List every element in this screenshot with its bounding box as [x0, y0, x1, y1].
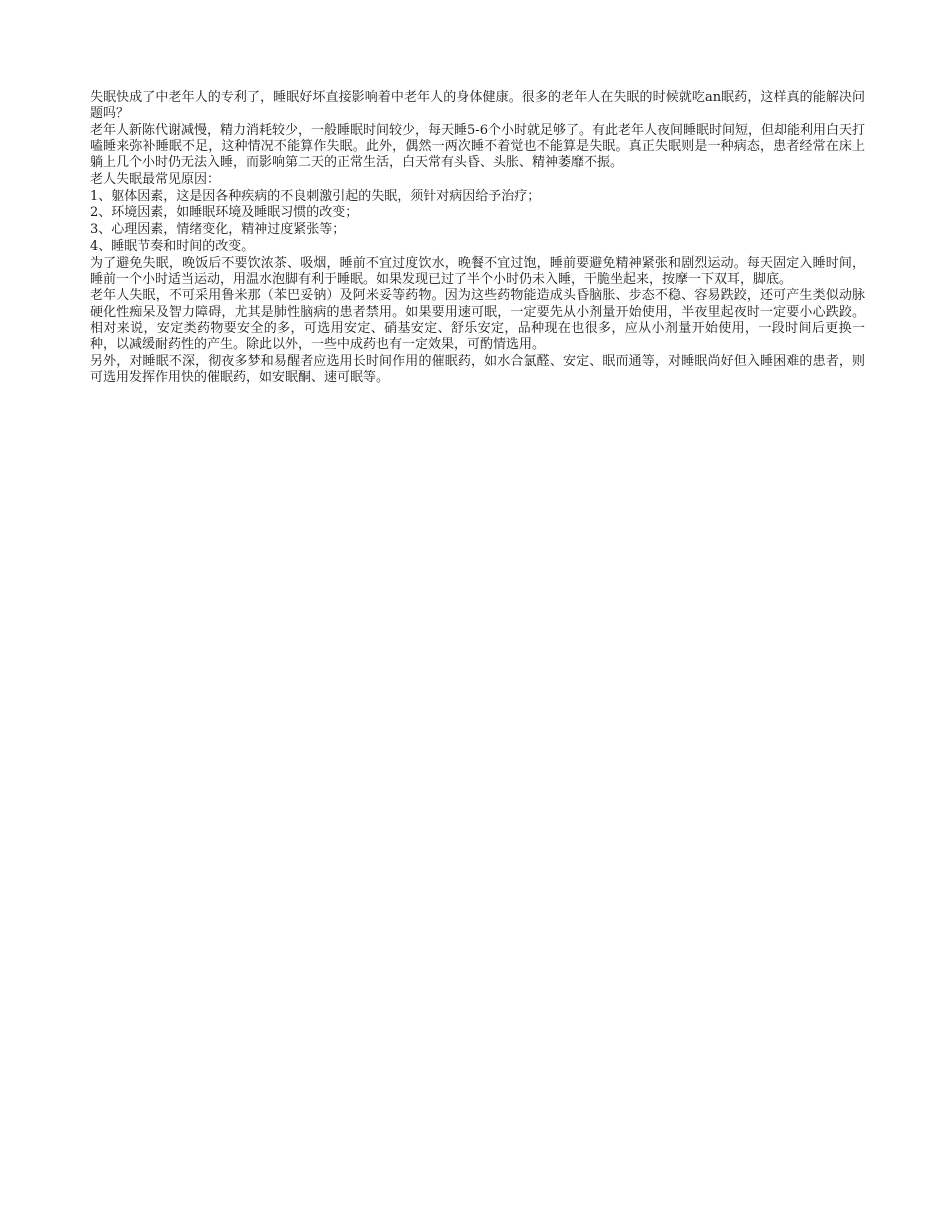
prevention-paragraph: 为了避免失眠，晚饭后不要饮浓茶、吸烟，睡前不宜过度饮水，晚餐不宜过饱，睡前要避免精神紧张和剧烈运动。每天固定入睡时间，睡前一个小时适当运动，用温水泡脚有利于睡眠。如果发现已过了半个小时仍未入睡，干脆坐起来，按摩一下双耳，脚底。 [90, 255, 865, 287]
causes-heading: 老人失眠最常见原因： [90, 172, 221, 188]
sleep-need-paragraph: 老年人新陈代谢减慢，精力消耗较少，一般睡眠时间较少，每天睡5-6个小时就足够了。有此老年人夜间睡眠时间短，但却能利用白天打嗑睡来弥补睡眠不足，这种情况不能算作失眠。此外，偶然一两次睡不着觉也不能算是失眠。真正失眠则是一种病态，患者经常在床上躺上几个小时仍无法入睡，而影响第二天的正常生活，白天常有头昏、头胀、精神萎靡不振。 [90, 122, 865, 171]
intro-paragraph: 失眠快成了中老年人的专利了，睡眠好坏直接影响着中老年人的身体健康。很多的老年人在失眠的时候就吃an眠药，这样真的能解决问题吗？ [90, 90, 865, 122]
document-body [90, 90, 865, 386]
cause-item-2: 2、环境因素，如睡眠环境及睡眠习惯的改变； [90, 205, 359, 221]
cause-item-4: 4、睡眠节奏和时间的改变。 [90, 238, 255, 254]
medication-paragraph: 老年人失眠，不可采用鲁米那（苯巴妥钠）及阿米妥等药物。因为这些药物能造成头昏脑胀、步态不稳、容易跌跤，还可产生类似动脉硬化性痴呆及智力障碍，尤其是肺性脑病的患者禁用。如果要用速可眠，一定要先从小剂量开始使用，半夜里起夜时一定要小心跌跤。相对来说，安定类药物要安全的多，可选用安定、硝基安定、舒乐安定，品种现在也很多，应从小剂量开始使用，一段时间后更换一种，以减缓耐药性的产生。除此以外，一些中成药也有一定效果，可酌情选用。 [90, 288, 865, 353]
hypnotics-paragraph: 另外，对睡眠不深，彻夜多梦和易醒者应选用长时间作用的催眠药，如水合氯醛、安定、眠而通等，对睡眠尚好但入睡困难的患者，则可选用发挥作用快的催眠药，如安眠酮、速可眠等。 [90, 353, 865, 385]
cause-item-1: 1、躯体因素，这是因各种疾病的不良刺激引起的失眠，须针对病因给予治疗； [90, 188, 541, 204]
cause-item-3: 3、心理因素，情绪变化，精神过度紧张等； [90, 222, 346, 238]
